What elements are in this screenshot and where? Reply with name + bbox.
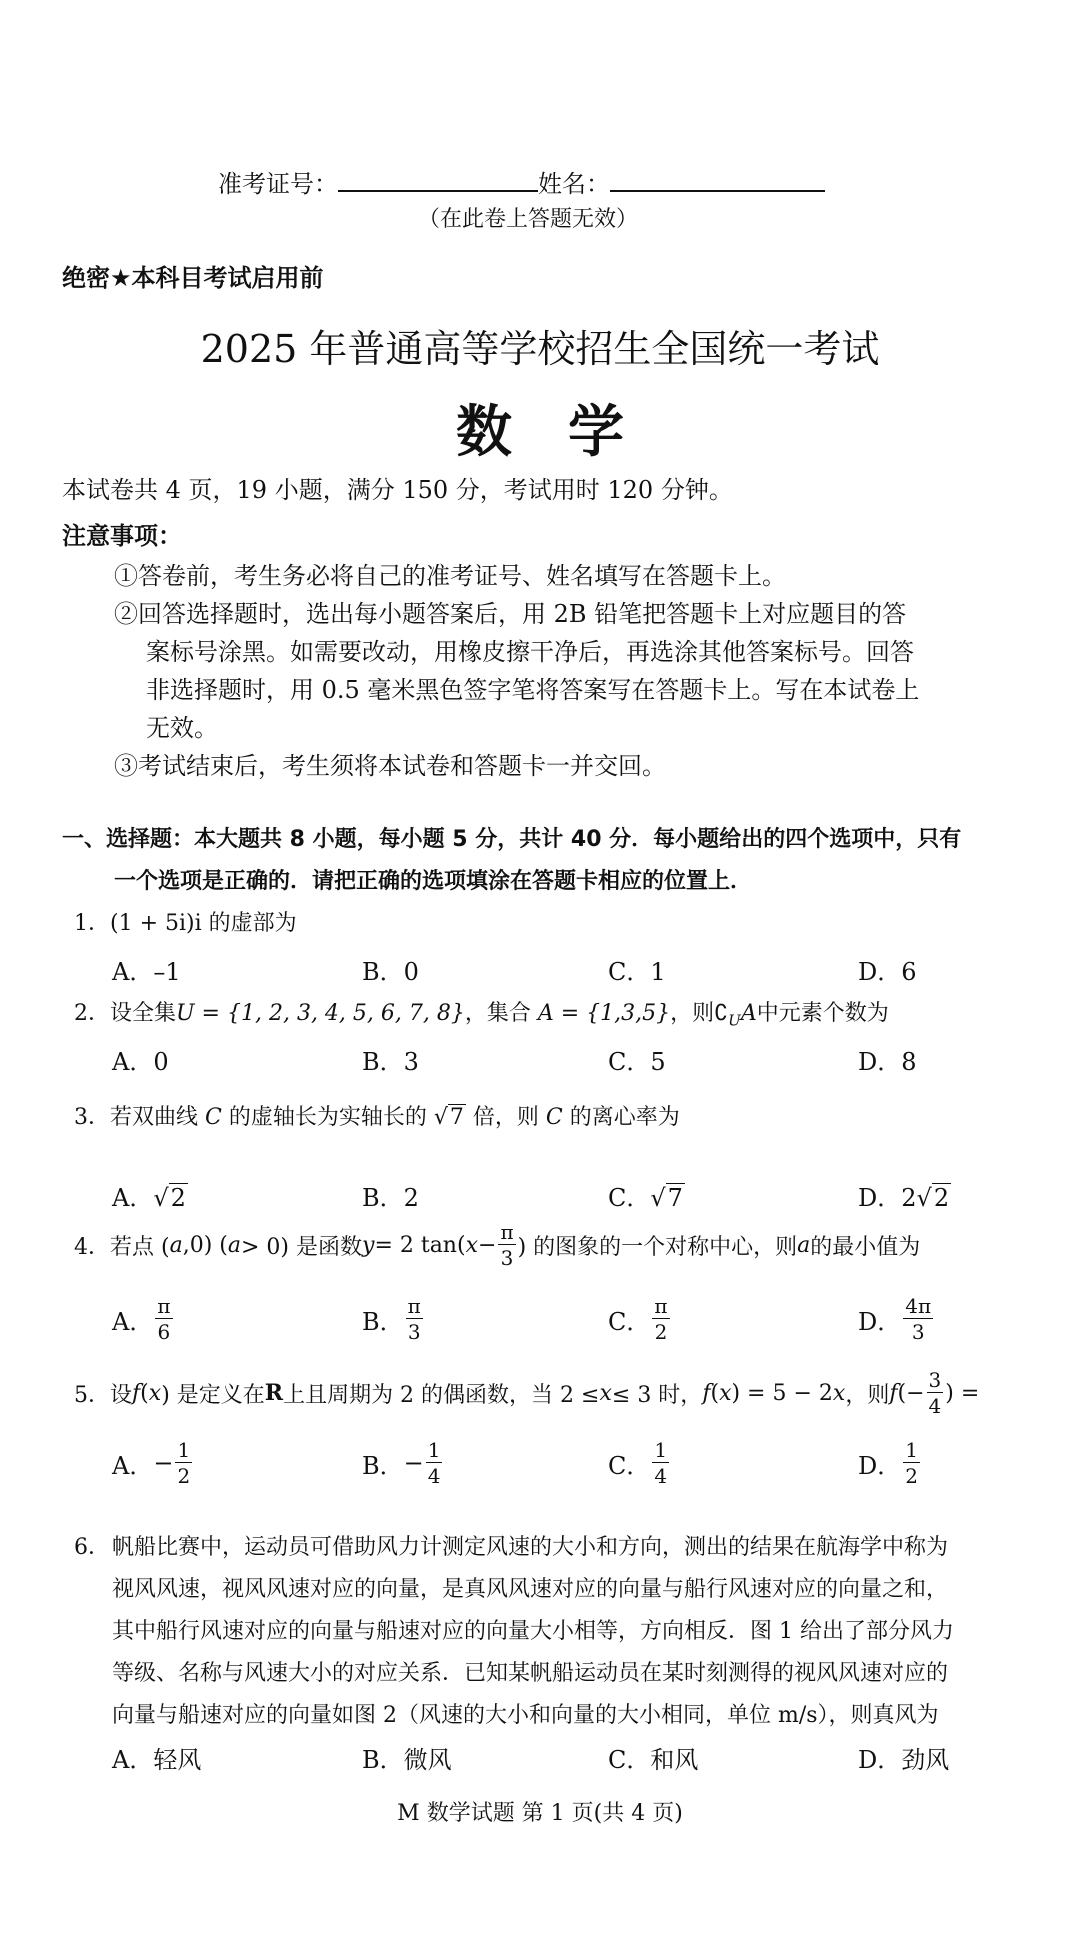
q2-set-a: A = {1,3,5}: [537, 1001, 671, 1026]
q5-option-b-num: 1: [427, 1438, 441, 1462]
q3-option-c-label: C．: [608, 1184, 651, 1212]
exam-id-label: 准考证号：: [218, 170, 338, 198]
q6-option-c: C．和风: [608, 1746, 699, 1774]
q4-text-6: ) 的图象的一个对称中心，则: [517, 1234, 798, 1260]
q4-option-c-den: 2: [654, 1320, 668, 1344]
q4-a-2: a: [227, 1232, 241, 1258]
q5-option-d-frac: [903, 1440, 920, 1486]
q6-line-2: 视风风速，视风风速对应的向量，是真风风速对应的向量与船行风速对应的向量之和，: [112, 1577, 949, 1602]
q2-option-b: B．3: [362, 1048, 419, 1076]
q3-option-d-label: D．2: [858, 1184, 917, 1212]
subject-title: 数 学: [456, 400, 624, 465]
q5-option-b-den: 4: [427, 1464, 441, 1488]
q5-text-6: (: [710, 1380, 720, 1406]
q4-text-7: 的最小值为: [810, 1234, 921, 1260]
q4-number: 4．: [74, 1234, 110, 1260]
q1-option-a: A．–1: [112, 958, 181, 986]
q3-option-a-sqrt: √2: [153, 1184, 186, 1212]
q3-option-d: [858, 1178, 951, 1213]
q5-text-8: ，则: [845, 1382, 890, 1408]
q3-option-c-sqrt: √7: [650, 1184, 683, 1212]
q5-frac-num: 3: [928, 1368, 942, 1392]
q5-text-9: (−: [897, 1380, 925, 1406]
q3-radicand: 7: [449, 1105, 464, 1130]
q4-option-d-num: 4π: [905, 1294, 932, 1318]
q5-option-a-sign: −: [153, 1449, 174, 1477]
q4-a-1: a: [169, 1232, 183, 1258]
q6-number: 6．: [74, 1535, 110, 1560]
q4-x: x: [465, 1232, 478, 1258]
q1-option-c: C．1: [608, 958, 666, 986]
question-4: [74, 1222, 920, 1268]
notice-heading: 注意事项：: [62, 522, 182, 550]
q4-frac-num: π: [500, 1220, 514, 1244]
q3-option-a: [112, 1178, 188, 1213]
q5-text-3: ) 是定义在: [161, 1382, 265, 1408]
q4-option-b-frac: [406, 1296, 423, 1342]
q3-c-2: C: [545, 1105, 563, 1130]
name-label: 姓名：: [538, 170, 610, 198]
q5-option-d-label: D．: [858, 1451, 902, 1480]
q5-x-3: x: [719, 1380, 732, 1406]
q6-line-3: 其中船行风速对应的向量与船速对应的向量大小相等，方向相反．图 1 给出了部分风力: [112, 1619, 954, 1644]
notice-item-2-cont1: 案标号涂黑。如需要改动，用橡皮擦干净后，再选涂其他答案标号。回答: [146, 638, 914, 666]
notice-item-1: ①答卷前，考生务必将自己的准考证号、姓名填写在答题卡上。: [114, 562, 786, 590]
q4-option-a-label: A．: [112, 1307, 154, 1336]
page-footer: M 数学试题 第 1 页(共 4 页): [397, 1801, 683, 1826]
q4-text-5: −: [478, 1232, 497, 1258]
q5-option-a: [112, 1440, 194, 1486]
q2-option-c: C．5: [608, 1048, 666, 1076]
q4-option-c: [608, 1296, 672, 1342]
question-1: [74, 906, 297, 937]
q4-fraction: [498, 1222, 515, 1268]
q5-text-7: ) = 5 − 2: [731, 1380, 833, 1406]
q4-option-b-den: 3: [407, 1320, 421, 1344]
q1-expr: (1 + 5i)i: [110, 911, 202, 936]
q4-a-3: a: [797, 1232, 811, 1258]
q4-option-d-label: D．: [858, 1307, 902, 1336]
q5-option-c-frac: [652, 1440, 669, 1486]
q5-frac-den: 4: [928, 1394, 942, 1418]
q2-complement-sub: U: [728, 1011, 741, 1030]
q5-f-2: f: [702, 1380, 711, 1406]
q5-text-4: 上且周期为 2 的偶函数，当 2 ≤: [283, 1382, 600, 1408]
secret-label: 绝密★本科目考试启用前: [62, 264, 324, 292]
q5-text-10: ) =: [945, 1380, 980, 1406]
q5-option-b: [362, 1440, 444, 1486]
q6-line-1: 帆船比赛中，运动员可借助风力计测定风速的大小和方向，测出的结果在航海学中称为: [112, 1535, 949, 1560]
q5-f-3: f: [889, 1380, 898, 1406]
q4-option-d-den: 3: [911, 1320, 925, 1344]
q5-text-5: ≤ 3 时，: [611, 1382, 703, 1408]
q5-option-b-frac: [426, 1440, 443, 1486]
q5-option-a-num: 1: [177, 1438, 191, 1462]
q2-complement-symbol: ∁: [714, 1001, 729, 1026]
q4-option-a-num: π: [157, 1294, 171, 1318]
q3-text-3: 倍，则: [465, 1105, 546, 1130]
q2-option-d: D．8: [858, 1048, 917, 1076]
q4-option-b-num: π: [407, 1294, 421, 1318]
q5-f-1: f: [132, 1380, 141, 1406]
q5-text-1: 设: [110, 1382, 133, 1408]
q5-x-4: x: [832, 1380, 846, 1406]
q4-option-c-frac: [652, 1296, 669, 1342]
q3-option-b: B．2: [362, 1184, 419, 1212]
notice-item-3: ③考试结束后，考生须将本试卷和答题卡一并交回。: [114, 752, 666, 780]
q1-number: 1．: [74, 911, 110, 936]
q5-x-2: x: [599, 1380, 612, 1406]
notice-item-2-cont3: 无效。: [146, 714, 218, 742]
exam-title: 2025 年普通高等学校招生全国统一考试: [200, 327, 880, 371]
q3-number: 3．: [74, 1105, 110, 1130]
q3-c-1: C: [205, 1105, 222, 1130]
q3-option-c-radicand: 7: [667, 1184, 683, 1212]
q1-text: 的虚部为: [201, 911, 297, 936]
q5-x-1: x: [148, 1380, 162, 1406]
q5-option-d-den: 2: [905, 1464, 918, 1488]
q3-text-2: 的虚轴长为实轴长的: [221, 1105, 434, 1130]
q4-text-4: = 2 tan(: [374, 1232, 466, 1258]
q4-option-c-label: C．: [608, 1307, 651, 1336]
q2-text-1: 设全集: [110, 1001, 177, 1026]
q5-option-a-label: A．: [112, 1451, 154, 1480]
q3-text-4: 的离心率为: [562, 1105, 680, 1130]
q2-complement-set: A: [740, 1001, 757, 1026]
q5-option-a-frac: [175, 1440, 192, 1486]
q6-option-a: A．轻风: [112, 1746, 202, 1774]
q4-frac-den: 3: [500, 1246, 514, 1270]
notice-item-2-cont2: 非选择题时，用 0.5 毫米黑色签字笔将答案写在答题卡上。写在本试卷上: [146, 676, 920, 704]
question-3: [74, 1100, 680, 1131]
q2-text-4: 中元素个数为: [756, 1001, 889, 1026]
q4-option-a-frac: [155, 1296, 172, 1342]
q3-text-1: 若双曲线: [110, 1105, 205, 1130]
q2-universal-set: U = {1, 2, 3, 4, 5, 6, 7, 8}: [176, 1001, 465, 1026]
q1-option-d: D．6: [858, 958, 917, 986]
exam-id-row: [218, 164, 825, 199]
q5-option-d-num: 1: [905, 1438, 918, 1462]
q5-option-c: [608, 1440, 671, 1486]
section1-heading: 一、选择题：本大题共 8 小题，每小题 5 分，共计 40 分．每小题给出的四个选项中，只有: [62, 827, 962, 852]
q3-option-a-label: A．: [112, 1184, 154, 1212]
invalid-note: （在此卷上答题无效）: [418, 207, 639, 232]
q5-fraction: [927, 1370, 944, 1416]
q5-option-a-den: 2: [177, 1464, 191, 1488]
q5-option-d: [858, 1440, 922, 1486]
q6-option-d: D．劲风: [858, 1746, 950, 1774]
q3-sqrt: √7: [433, 1105, 464, 1130]
question-5: [74, 1370, 979, 1416]
name-blank: [610, 170, 825, 192]
q2-number: 2．: [74, 1001, 110, 1026]
q4-text-2: ,0) (: [182, 1232, 228, 1258]
q4-option-b: [362, 1296, 425, 1342]
q4-option-d: [858, 1296, 935, 1342]
q4-option-b-label: B．: [362, 1307, 404, 1336]
q5-option-b-label: B．: [362, 1451, 404, 1480]
notice-item-2: ②回答选择题时，选出每小题答案后，用 2B 铅笔把答题卡上对应题目的答: [114, 600, 907, 628]
q2-option-a: A．0: [112, 1048, 169, 1076]
q5-number: 5．: [74, 1382, 110, 1408]
q4-option-c-num: π: [654, 1294, 668, 1318]
q4-text-1: 若点 (: [110, 1234, 170, 1260]
q4-option-a-den: 6: [157, 1320, 171, 1344]
question-2: [74, 996, 889, 1029]
q3-option-d-radicand: 2: [933, 1184, 950, 1212]
q3-option-c: [608, 1178, 685, 1213]
q4-option-a: [112, 1296, 175, 1342]
q6-option-b: B．微风: [362, 1746, 452, 1774]
exam-id-blank: [338, 170, 538, 192]
q4-y: y: [362, 1232, 375, 1258]
q2-text-3: ，则: [670, 1001, 715, 1026]
q6-line-5: 向量与船速对应的向量如图 2（风速的大小和向量的大小相同，单位 m/s），则真风为: [112, 1703, 939, 1728]
q5-text-2: (: [140, 1380, 149, 1406]
q1-option-b: B．0: [362, 958, 419, 986]
q6-line-4: 等级、名称与风速大小的对应关系．已知某帆船运动员在某时刻测得的视风风速对应的: [112, 1661, 949, 1686]
q4-option-d-frac: [903, 1296, 933, 1342]
q4-text-3: > 0) 是函数: [240, 1234, 362, 1260]
q2-text-2: ，集合: [464, 1001, 538, 1026]
q5-reals: R: [264, 1380, 284, 1406]
q5-option-c-num: 1: [654, 1438, 668, 1462]
q3-option-a-radicand: 2: [170, 1184, 186, 1212]
q3-option-d-sqrt: √2: [916, 1184, 950, 1212]
exam-intro: 本试卷共 4 页，19 小题，满分 150 分，考试用时 120 分钟。: [62, 476, 733, 504]
section1-heading-cont: 一个选项是正确的．请把正确的选项填涂在答题卡相应的位置上．: [114, 869, 753, 894]
q5-option-b-sign: −: [403, 1449, 424, 1477]
q5-option-c-den: 4: [654, 1464, 668, 1488]
q5-option-c-label: C．: [608, 1451, 651, 1480]
